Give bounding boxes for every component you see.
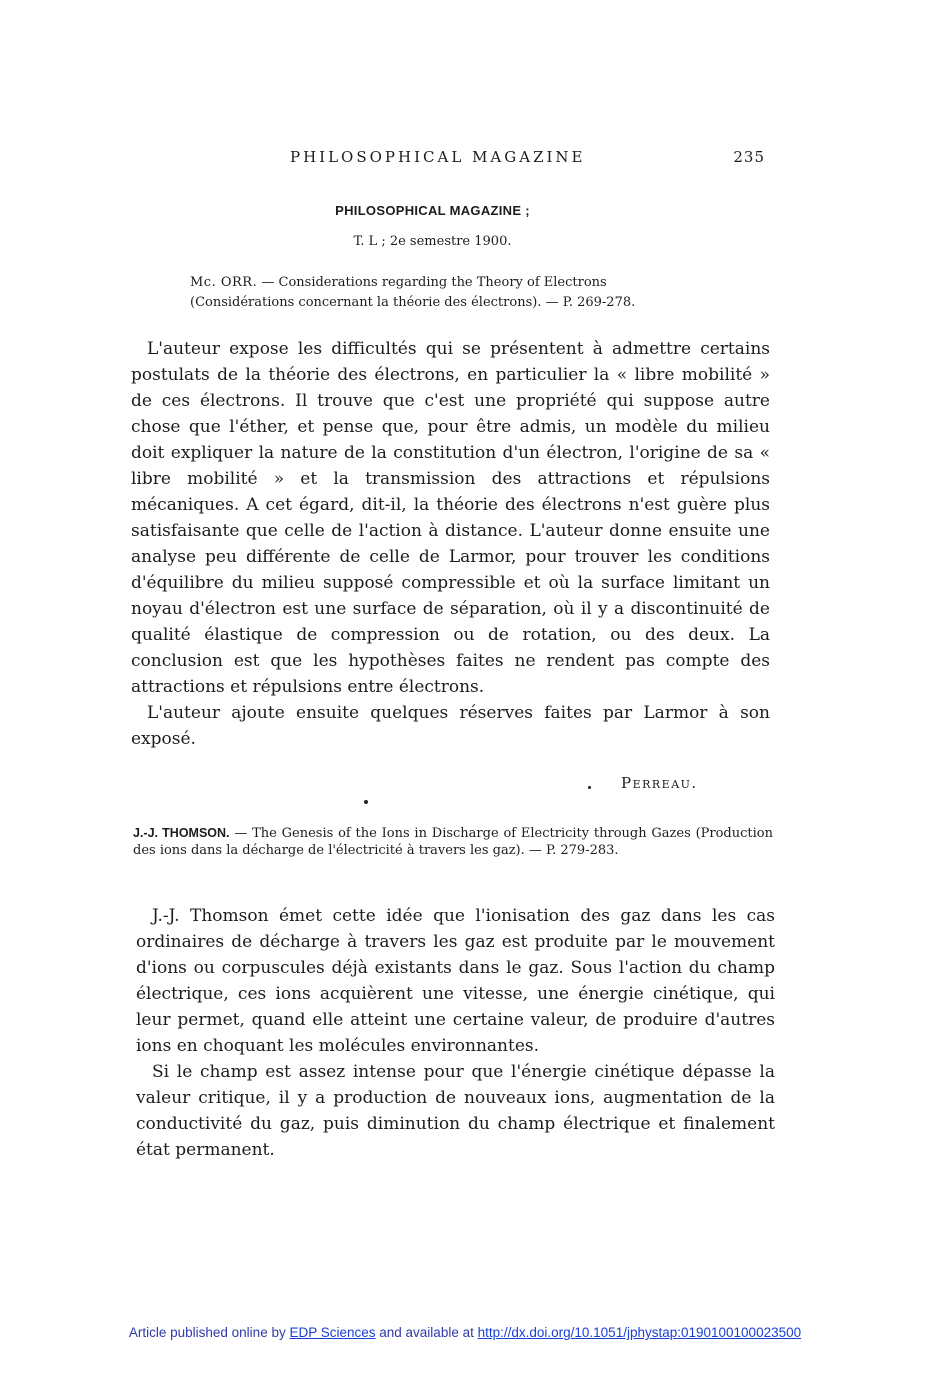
running-head: [290, 148, 765, 170]
article2-paragraph-2: Si le champ est assez intense pour que l'énergie cinétique dépasse la valeur critique, il y a production de nouveaux ions, augmentation de la conductivité du gaz, puis diminution du champ électrique et finalement état permanent.: [136, 1062, 775, 1160]
article1-author: Mc. ORR.: [190, 275, 258, 290]
article1-signature: Perreau.: [621, 774, 698, 792]
article2-heading: [133, 825, 773, 859]
article2-author: J.-J. THOMSON.: [133, 826, 230, 840]
article1-paragraph-2: L'auteur ajoute ensuite quelques réserves faites par Larmor à son exposé.: [131, 703, 770, 749]
footer-middle: and available at: [375, 1325, 478, 1340]
page-number: 235: [733, 148, 765, 166]
footer-prefix: Article published online by: [128, 1325, 290, 1340]
article2-paragraph-1: J.-J. Thomson émet cette idée que l'ionisation des gaz dans les cas ordinaires de décharge à travers les gaz est produite par le mouvement d'ions ou corpuscules déjà existants dans le gaz. Sous l'action du champ électrique, ces ions acquièrent une vitesse, une énergie cinétique, qui leur permet, quand elle atteint une certaine valeur, de produire d'autres ions en choquant les molécules environnantes.: [136, 906, 775, 1056]
article1-title: — Considerations regarding the Theory of Electrons (Considérations concernant la théorie des électrons). — P. 269-278.: [190, 275, 636, 310]
publisher-link[interactable]: EDP Sciences: [289, 1325, 376, 1340]
running-head-title: PHILOSOPHICAL MAGAZINE: [290, 148, 586, 166]
article1-paragraph-1: L'auteur expose les difficultés qui se présentent à admettre certains postulats de la théorie des électrons, en particulier la « libre mobilité » de ces électrons. Il trouve que c'est une propriété qui suppose autre chose que l'éther, et pense que, pour être admis, un modèle du milieu doit expliquer la nature de la constitution d'un électron, l'origine de sa « libre mobilité » et la transmission des attractions et répulsions mécaniques. A cet égard, dit-il, la théorie des électrons n'est guère plus satisfaisante que celle de l'action à distance. L'auteur donne ensuite une analyse peu différente de celle de Larmor, pour trouver les conditions d'équilibre du milieu supposé compressible et où la surface limitant un noyau d'électron est une surface de séparation, où il y a discontinuité de qualité élastique de compression ou de rotation, ou des deux. La conclusion est que les hypothèses faites ne rendent pas compte des attractions et répulsions entre électrons.: [131, 339, 770, 697]
article1-body: [131, 336, 770, 752]
stray-mark: [588, 786, 591, 789]
article2-body: [136, 903, 775, 1163]
stray-mark: [364, 800, 368, 804]
article1-heading: [190, 273, 710, 313]
doi-link[interactable]: http://dx.doi.org/10.1051/jphystap:0190100100023500: [477, 1325, 802, 1340]
section-subtitle: T. L ; 2e semestre 1900.: [353, 234, 512, 249]
publication-footer: [0, 1325, 930, 1340]
article2-title: — The Genesis of the Ions in Discharge of Electricity through Gazes (Production des ions dans la décharge de l'électricité à travers les gaz). — P. 279-283.: [133, 826, 773, 858]
section-title: PHILOSOPHICAL MAGAZINE ;: [335, 203, 530, 218]
